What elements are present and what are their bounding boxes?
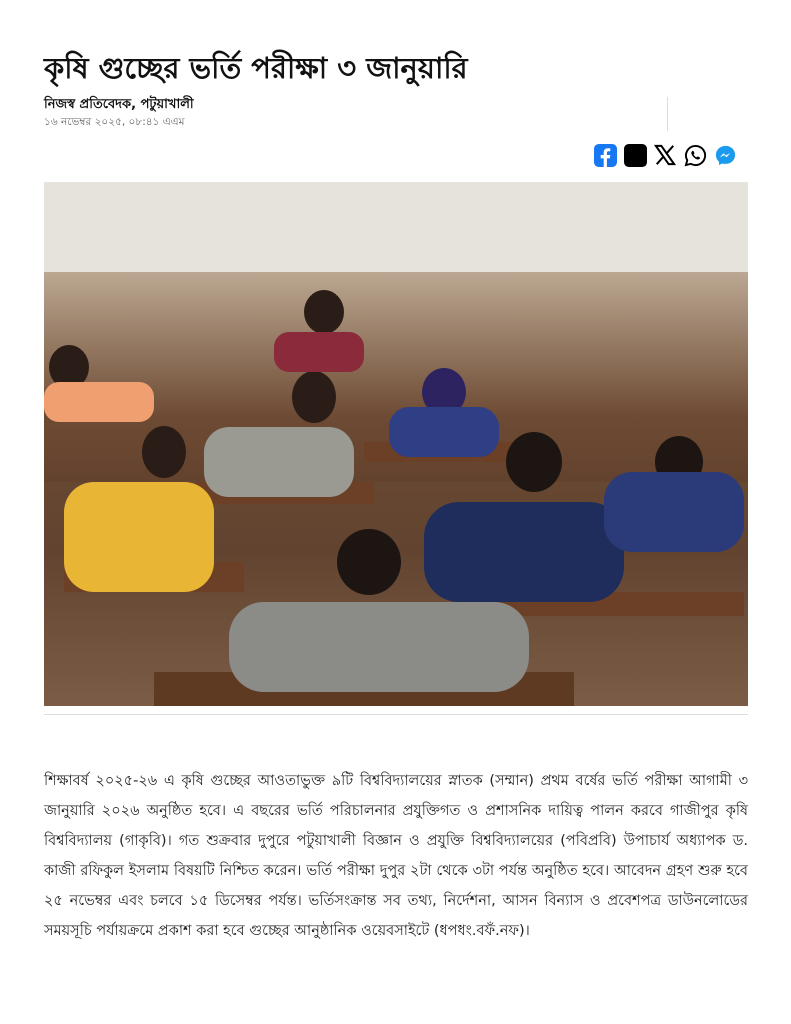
exam-hall-illustration [44, 182, 748, 706]
article-photo [44, 182, 748, 706]
messenger-icon[interactable] [713, 143, 737, 167]
share-bar [593, 143, 737, 167]
author-byline: নিজস্ব প্রতিবেদক, পটুয়াখালী [44, 97, 194, 112]
divider [667, 97, 668, 131]
article-title: কৃষি গুচ্ছের ভর্তি পরীক্ষা ৩ জানুয়ারি [44, 51, 468, 85]
divider [44, 714, 748, 715]
whatsapp-icon[interactable] [683, 143, 707, 167]
x-icon[interactable] [653, 143, 677, 167]
copy-link-icon[interactable] [623, 143, 647, 167]
article-body: শিক্ষাবর্ষ ২০২৫-২৬ এ কৃষি গুচ্ছের আওতাভুক্ত ৯টি বিশ্ববিদ্যালয়ের স্নাতক (সম্মান) প্রথম বর্ষের ভর্তি পরীক্ষা আগামী ৩ জানুয়ারি ২০২৬ অনুষ্ঠিত হবে। এ বছরের ভর্তি পরিচালনার প্রযুক্তিগত ও প্রশাসনিক দায়িত্ব পালন করবে গাজীপুর কৃষি বিশ্ববিদ্যালয় (গাকৃবি)। গত শুক্রবার দুপুরে পটুয়াখালী বিজ্ঞান ও প্রযুক্তি বিশ্ববিদ্যালয়ের (পবিপ্রবি) উপাচার্য অধ্যাপক ড. কাজী রফিকুল ইসলাম বিষয়টি নিশ্চিত করেন। ভর্তি পরীক্ষা দুপুর ২টা থেকে ৩টা পর্যন্ত অনুষ্ঠিত হবে। আবেদন গ্রহণ শুরু হবে ২৫ নভেম্বর এবং চলবে ১৫ ডিসেম্বর পর্যন্ত। ভর্তিসংক্রান্ত সব তথ্য, নির্দেশনা, আসন বিন্যাস ও প্রবেশপত্র ডাউনলোডের সময়সূচি পর্যায়ক্রমে প্রকাশ করা হবে গুচ্ছের আনুষ্ঠানিক ওয়েবসাইটে (ধপধং.বফঁ.নফ)। [44, 773, 748, 939]
publish-date: ১৬ নভেম্বর ২০২৫, ০৮:৪১ এএম [44, 116, 185, 128]
facebook-icon[interactable] [593, 143, 617, 167]
